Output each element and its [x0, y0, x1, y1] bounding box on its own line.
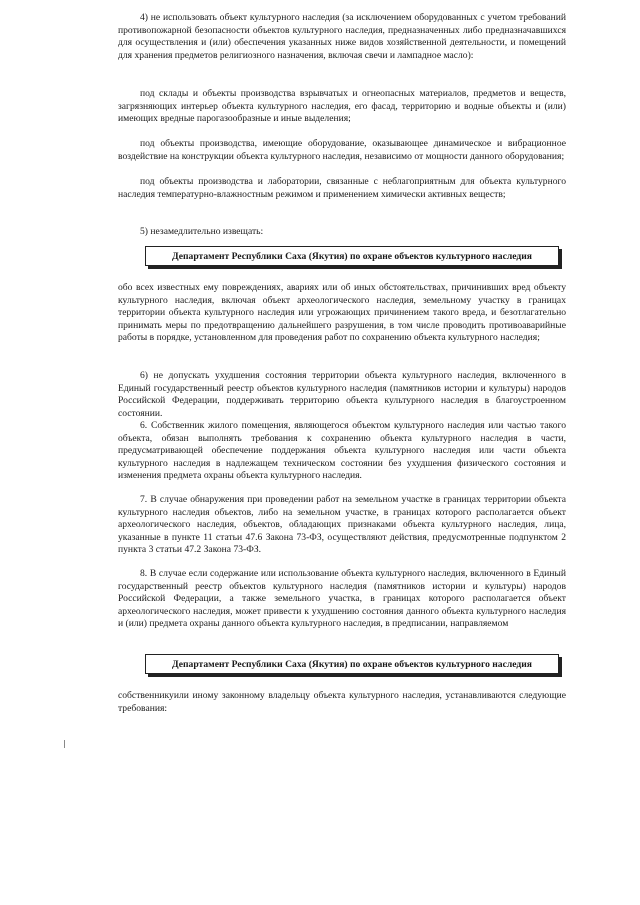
paragraph-item-4: 4) не использовать объект культурного наследия (за исключением оборудованных с учетом требований противопожарной безопасности объектов культурного наследия, предназначенных либо предназначавшихся для осуществления и (или) обеспечения указанных ниже видов хозяйственной деятельности, и помещений для хранения предметов религиозного назначения, включая свечи и лампадное масло):: [118, 12, 566, 61]
paragraph-item-6-territory: 6) не допускать ухудшения состояния территории объекта культурного наследия, включенного в Единый государственный реестр объектов культурного наследия (памятников истории и культуры) народов Российской Федерации, поддерживать территорию объекта культурного наследия в благоустроенном состоянии.: [118, 370, 566, 419]
paragraph-clause-8: 8. В случае если содержание или использование объекта культурного наследия, включенного в Единый государственный реестр объектов культурного наследия (памятников истории и культуры) народов Российской Федерации, а также земельного участка, в границах которого располагается объект археологического наследия, может привести к ухудшению состояния данного объекта культурного наследия и (или) предмета охраны данного объекта культурного наследия, в предписании, направляемом: [118, 568, 566, 630]
paragraph-requirements: собственникуили иному законному владельцу объекта культурного наследия, устанавливаются следующие требования:: [118, 690, 566, 714]
paragraph-clause-7: 7. В случае обнаружения при проведении работ на земельном участке в границах территории объекта культурного наследия объектов, либо на земельном участке, в границах которого располагается объект археологического наследия, объектов, обладающих признаками объекта культурного наследия, лица, указанные в пункте 11 статьи 47.6 Закона 73-ФЗ, осуществляют действия, предусмотренные подпунктом 2 пункта 3 статьи 47.2 Закона 73-ФЗ.: [118, 494, 566, 556]
paragraph-storage: под склады и объекты производства взрывчатых и огнеопасных материалов, предметов и веществ, загрязняющих интерьер объекта культурного наследия, его фасад, территорию и водные объекты и (или) имеющих вредные парогазообразные и иные выделения;: [118, 88, 566, 125]
paragraph-clause-6: 6. Собственник жилого помещения, являющегося объектом культурного наследия или частью такого объекта, обязан выполнять требования к сохранению объекта культурного наследия в части, предусматривающей обеспечение поддержания объекта культурного наследия или части объекта культурного наследия в надлежащем техническом состоянии без ухудшения физического состояния и изменения предмета охраны объекта культурного наследия.: [118, 420, 566, 482]
department-stamp: Департамент Республики Саха (Якутия) по охране объектов культурного наследия: [145, 654, 559, 674]
paragraph-laboratories: под объекты производства и лаборатории, связанные с неблагоприятным для объекта культурного наследия температурно-влажностным режимом и применением химически активных веществ;: [118, 176, 566, 200]
paragraph-production-equipment: под объекты производства, имеющие оборудование, оказывающее динамическое и вибрационное воздействие на конструкции объекта культурного наследия, независимо от мощности данного оборудования;: [118, 138, 566, 162]
department-stamp: Департамент Республики Саха (Якутия) по охране объектов культурного наследия: [145, 246, 559, 266]
paragraph-notify-damage: обо всех известных ему повреждениях, авариях или об иных обстоятельствах, причинивших вред объекту культурного наследия, включая объект археологического наследия, земельному участку в границах территории объекта культурного наследия или угрожающих причинением такого вреда, и безотлагательно принимать меры по предотвращению дальнейшего разрушения, в том числе проводить противоаварийные работы в порядке, установленном для проведения работ по сохранению объекта культурного наследия;: [118, 282, 566, 344]
paragraph-item-5: 5) незамедлительно извещать:: [140, 226, 264, 237]
margin-mark: [64, 740, 65, 748]
